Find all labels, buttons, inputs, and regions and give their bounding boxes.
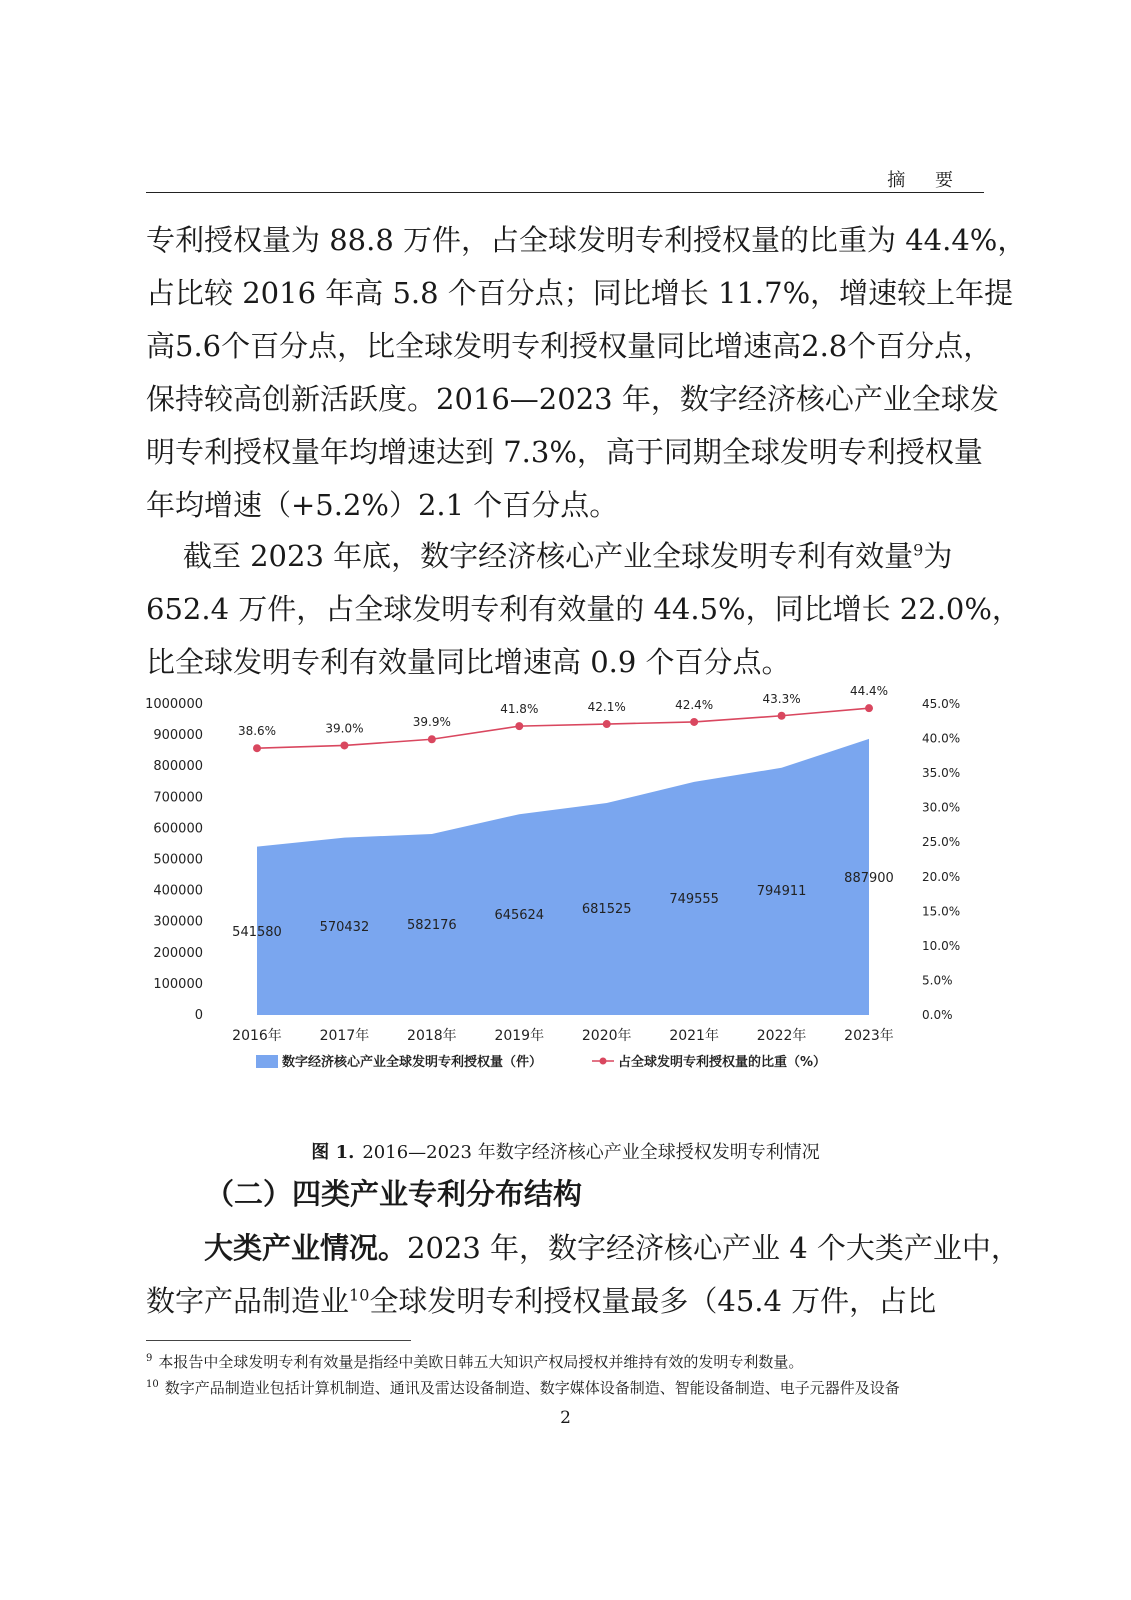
- legend-swatch-marker: [600, 1058, 607, 1065]
- left-axis-tick-label: 1000000: [145, 697, 203, 712]
- line-data-label: 44.4%: [849, 684, 889, 699]
- line-point: [253, 744, 261, 752]
- legend-label-line: 占全球发明专利授权量的比重（%）: [618, 1055, 827, 1070]
- left-axis-tick-label: 200000: [153, 945, 203, 961]
- right-axis-tick-label: 25.0%: [922, 835, 961, 850]
- section-heading: （二）四类产业专利分布结构: [205, 1177, 583, 1211]
- paragraph-line: 高5.6个百分点，比全球发明专利授权量同比增速高2.8个百分点，: [146, 329, 993, 363]
- area-data-label: 887900: [844, 871, 894, 886]
- right-axis-tick-label: 35.0%: [922, 766, 961, 781]
- paragraph-text: 截至 2023 年底，数字经济核心产业全球发明专利有效量: [146, 539, 914, 573]
- paragraph-line: 年均增速（+5.2%）2.1 个百分点。: [146, 488, 619, 522]
- area-data-label: 645624: [494, 908, 545, 923]
- line-point: [340, 741, 348, 749]
- line-data-label: 38.6%: [237, 724, 277, 739]
- x-axis-tick-label: 2019年: [494, 1028, 545, 1044]
- left-axis-tick-label: 100000: [153, 976, 203, 992]
- x-axis-tick-label: 2023年: [844, 1028, 894, 1044]
- line-point: [865, 704, 873, 712]
- footnote-ref-10[interactable]: 10: [349, 1285, 370, 1305]
- left-axis-tick-label: 400000: [153, 883, 203, 899]
- paragraph-line: 比全球发明专利有效量同比增速高 0.9 个百分点。: [146, 645, 791, 679]
- x-axis-tick-label: 2020年: [581, 1028, 632, 1044]
- right-axis-tick-label: 30.0%: [922, 800, 961, 815]
- paragraph-line: 保持较高创新活跃度。2016—2023 年，数字经济核心产业全球发: [146, 382, 999, 416]
- paragraph-2: [146, 530, 1021, 689]
- area-data-label: 749555: [669, 892, 719, 907]
- left-axis-tick-label: 0: [194, 1008, 203, 1023]
- paragraph-3: [146, 1222, 1020, 1328]
- paragraph-lead: 大类产业情况。: [204, 1231, 408, 1265]
- right-axis-tick-label: 5.0%: [922, 973, 953, 988]
- paragraph-text: 全球发明专利授权量最多（45.4 万件，占比: [369, 1284, 937, 1318]
- left-axis-tick-label: 300000: [153, 914, 203, 930]
- right-axis-tick-label: 40.0%: [922, 731, 961, 746]
- right-axis-tick-label: 0.0%: [922, 1008, 953, 1022]
- x-axis-tick-label: 2018年: [407, 1028, 457, 1044]
- figure-number: 图 1.: [311, 1142, 355, 1163]
- line-point: [778, 712, 786, 720]
- patent-chart: [140, 684, 1000, 1094]
- figure-caption: [0, 1138, 1131, 1164]
- paragraph-line: 652.4 万件，占全球发明专利有效量的 44.5%，同比增长 22.0%，: [146, 592, 1021, 626]
- line-point: [515, 722, 523, 730]
- x-axis-tick-label: 2017年: [319, 1028, 370, 1044]
- left-axis-tick-label: 500000: [153, 852, 203, 868]
- footnote-mark: 10: [146, 1379, 159, 1390]
- paragraph-1: [146, 214, 1027, 532]
- footnote-divider: [146, 1340, 411, 1341]
- area-data-label: 570432: [319, 920, 370, 935]
- paragraph-text: 为: [923, 539, 953, 573]
- line-data-label: 39.0%: [325, 721, 364, 736]
- line-data-label: 41.8%: [500, 702, 539, 717]
- legend-swatch-area: [256, 1055, 278, 1068]
- line-point: [603, 720, 611, 728]
- area-series-patent-grants: [257, 739, 869, 1015]
- running-header: 摘 要: [887, 170, 965, 191]
- area-data-label: 582176: [407, 918, 457, 933]
- line-data-label: 42.1%: [587, 700, 626, 715]
- line-point: [690, 718, 698, 726]
- left-axis-tick-label: 900000: [153, 728, 203, 744]
- footnote-mark: 9: [146, 1353, 153, 1364]
- area-data-label: 541580: [232, 925, 282, 940]
- right-axis-tick-label: 10.0%: [922, 938, 961, 953]
- right-axis-tick-label: 15.0%: [922, 904, 961, 919]
- paragraph-text: 2023 年，数字经济核心产业 4 个大类产业中，: [407, 1231, 1020, 1265]
- x-axis-tick-label: 2022年: [756, 1028, 807, 1044]
- footnote-10: [146, 1378, 984, 1398]
- x-axis-tick-label: 2016年: [232, 1028, 282, 1044]
- right-axis-tick-label: 20.0%: [922, 869, 961, 884]
- paragraph-line: [146, 530, 984, 583]
- left-axis-tick-label: 600000: [153, 821, 203, 837]
- line-data-label: 43.3%: [762, 691, 801, 706]
- header-divider: [146, 192, 984, 193]
- area-data-label: 681525: [581, 902, 632, 917]
- footnote-9: [146, 1352, 984, 1372]
- paragraph-text: 数字产品制造业: [146, 1284, 350, 1318]
- left-axis-tick-label: 800000: [153, 759, 203, 775]
- paragraph-line: 占比较 2016 年高 5.8 个百分点；同比增长 11.7%，增速较上年提: [146, 276, 1014, 310]
- figure-title: 2016—2023 年数字经济核心产业全球授权发明专利情况: [362, 1142, 820, 1163]
- paragraph-line: [146, 1275, 984, 1328]
- paragraph-line: 专利授权量为 88.8 万件，占全球发明专利授权量的比重为 44.4%，: [146, 223, 1027, 257]
- footnote-text: 数字产品制造业包括计算机制造、通讯及雷达设备制造、数字媒体设备制造、智能设备制造、电子元器件及设备: [164, 1379, 900, 1397]
- right-axis-tick-label: 45.0%: [922, 697, 961, 711]
- area-data-label: 794911: [756, 884, 807, 899]
- line-data-label: 39.9%: [412, 715, 451, 730]
- legend-label-area: 数字经济核心产业全球发明专利授权量（件）: [282, 1055, 543, 1070]
- paragraph-line: [146, 1222, 1020, 1275]
- x-axis-tick-label: 2021年: [669, 1028, 719, 1044]
- line-point: [428, 735, 436, 743]
- footnote-ref-9[interactable]: 9: [913, 540, 924, 560]
- footnote-text: 本报告中全球发明专利有效量是指经中美欧日韩五大知识产权局授权并维持有效的发明专利数量。: [158, 1353, 804, 1371]
- page-number: 2: [560, 1408, 571, 1428]
- line-data-label: 42.4%: [675, 697, 714, 712]
- left-axis-tick-label: 700000: [153, 790, 203, 806]
- paragraph-line: 明专利授权量年均增速达到 7.3%，高于同期全球发明专利授权量: [146, 435, 983, 469]
- chart-canvas: [140, 684, 1000, 1094]
